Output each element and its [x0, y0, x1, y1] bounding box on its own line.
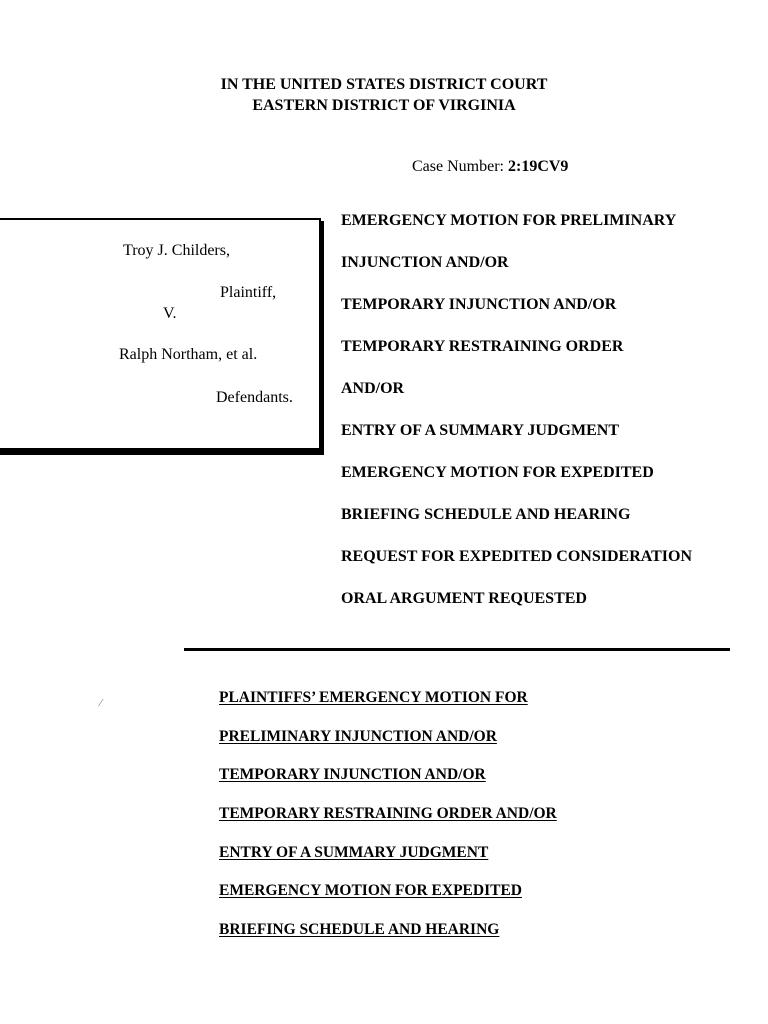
- versus-label: V.: [163, 305, 177, 322]
- defendant-name: Ralph Northam, et al.: [119, 346, 258, 363]
- motion-title-line: AND/OR: [341, 380, 405, 397]
- motion-title-line: TEMPORARY INJUNCTION AND/OR: [341, 296, 617, 313]
- body-title-block: [219, 689, 557, 960]
- case-number: [412, 158, 568, 176]
- motion-title-line: ORAL ARGUMENT REQUESTED: [341, 590, 587, 607]
- motion-title-line: ENTRY OF A SUMMARY JUDGMENT: [341, 422, 619, 439]
- motion-title-line: INJUNCTION AND/OR: [341, 254, 509, 271]
- motion-title-line: TEMPORARY RESTRAINING ORDER: [341, 338, 624, 355]
- court-name: IN THE UNITED STATES DISTRICT COURT: [220, 76, 548, 93]
- body-title-line: BRIEFING SCHEDULE AND HEARING: [219, 921, 500, 939]
- case-number-value: 2:19CV9: [507, 158, 569, 175]
- body-title-line: PRELIMINARY INJUNCTION AND/OR: [219, 727, 497, 745]
- motion-title-line: BRIEFING SCHEDULE AND HEARING: [341, 506, 631, 523]
- court-district: EASTERN DISTRICT OF VIRGINIA: [252, 97, 516, 114]
- body-title-line: EMERGENCY MOTION FOR EXPEDITED: [219, 882, 522, 900]
- plaintiff-name: Troy J. Childers,: [123, 242, 230, 259]
- defendant-role: Defendants.: [216, 389, 293, 406]
- body-title-line: TEMPORARY RESTRAINING ORDER AND/OR: [219, 805, 557, 823]
- motion-title-line: EMERGENCY MOTION FOR EXPEDITED: [341, 464, 654, 481]
- body-title-line: TEMPORARY INJUNCTION AND/OR: [219, 766, 486, 784]
- motion-title-line: EMERGENCY MOTION FOR PRELIMINARY: [341, 212, 677, 229]
- body-title-line: ENTRY OF A SUMMARY JUDGMENT: [219, 843, 489, 861]
- motion-title-line: REQUEST FOR EXPEDITED CONSIDERATION: [341, 548, 693, 565]
- case-number-label: Case Number:: [412, 158, 508, 175]
- case-caption-box: [0, 218, 321, 452]
- motion-title-block: [341, 211, 692, 631]
- body-title-line: PLAINTIFFS’ EMERGENCY MOTION FOR: [219, 689, 528, 706]
- stray-mark: ⁄: [100, 698, 102, 709]
- court-header: [0, 74, 768, 116]
- plaintiff-role: Plaintiff,: [220, 284, 277, 301]
- section-divider: [184, 648, 730, 651]
